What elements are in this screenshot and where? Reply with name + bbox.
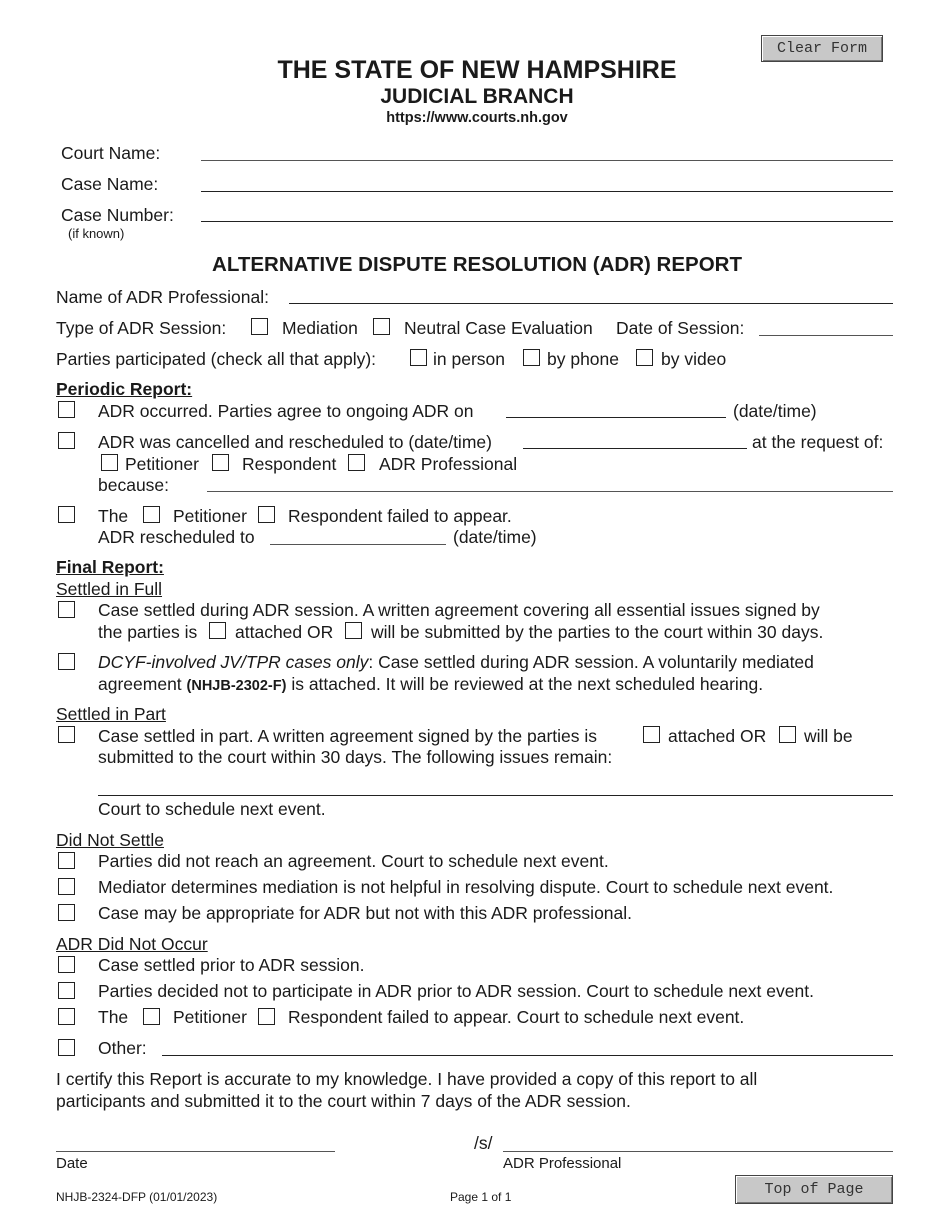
dno3-the: The [98,1007,129,1027]
part-next-event: Court to schedule next event. [98,799,326,819]
dcyf-rest: : Case settled during ADR session. A voluntarily mediated [368,652,814,672]
settled-full-checkbox[interactable] [58,601,75,618]
report-title: ALTERNATIVE DISPUTE RESOLUTION (ADR) REPORT [212,253,742,276]
date-field[interactable] [56,1151,335,1152]
state-heading: THE STATE OF NEW HAMPSHIRE [277,56,677,84]
settled-full-text-2a: the parties is [98,622,198,642]
session-type-label: Type of ADR Session: [56,318,227,338]
because-label: because: [98,475,170,495]
if-known-note: (if known) [68,226,125,241]
failed-appear-the: The [98,506,129,526]
adr-rescheduled-label: ADR rescheduled to [98,527,255,547]
case-name-label: Case Name: [61,174,159,194]
request-respondent-label: Respondent [242,454,337,474]
other-checkbox[interactable] [58,1039,75,1056]
full-attached-checkbox[interactable] [209,622,226,639]
ongoing-adr-text: ADR occurred. Parties agree to ongoing ADR on [98,401,474,421]
mediation-checkbox[interactable] [251,318,268,335]
court-url: https://www.courts.nh.gov [386,110,568,126]
adr-professional-field[interactable] [289,303,893,304]
court-name-field[interactable] [201,160,893,161]
failed-petitioner-checkbox[interactable] [143,506,160,523]
session-date-label: Date of Session: [616,318,745,338]
by-video-label: by video [661,349,727,369]
part-will-be-label: will be [804,726,853,746]
in-person-checkbox[interactable] [410,349,427,366]
dno3-checkbox[interactable] [58,1008,75,1025]
part-attached-label: attached OR [668,726,767,746]
dns3-checkbox[interactable] [58,904,75,921]
signature-s: /s/ [474,1133,493,1153]
at-request-label: at the request of: [752,432,884,452]
form-id: NHJB-2324-DFP (01/01/2023) [56,1190,218,1204]
failed-petitioner-label: Petitioner [173,506,247,526]
settled-full-text-1: Case settled during ADR session. A written agreement covering all essential issues signed by [98,600,820,620]
because-field[interactable] [207,491,893,492]
other-field[interactable] [162,1055,893,1056]
clear-form-button[interactable]: Clear Form [761,35,883,62]
dcyf-agreement: agreement [98,674,187,694]
dno3-petitioner-label: Petitioner [173,1007,247,1027]
date-label: Date [56,1155,88,1172]
failed-appear-checkbox[interactable] [58,506,75,523]
rescheduled-date-field[interactable] [523,448,747,449]
case-name-field[interactable] [201,191,893,192]
failed-respondent-checkbox[interactable] [258,506,275,523]
court-name-label: Court Name: [61,143,161,163]
part-attached-checkbox[interactable] [643,726,660,743]
dcyf-italic: DCYF-involved JV/TPR cases only [98,652,369,672]
ongoing-date-field[interactable] [506,417,726,418]
case-number-field[interactable] [201,221,893,222]
dno3-petitioner-checkbox[interactable] [143,1008,160,1025]
by-video-checkbox[interactable] [636,349,653,366]
adr-professional-signature-label: ADR Professional [503,1155,622,1172]
settled-part-text-1: Case settled in part. A written agreement signed by the parties is [98,726,598,746]
cancelled-text: ADR was cancelled and rescheduled to (date/time) [98,432,492,452]
did-not-occur-heading: ADR Did Not Occur [56,934,208,954]
dno3-respondent-text: Respondent failed to appear. Court to schedule next event. [288,1007,745,1027]
mediation-label: Mediation [282,318,358,338]
dcyf-form-number: (NHJB-2302-F) [186,678,287,694]
dns2-text: Mediator determines mediation is not helpful in resolving dispute. Court to schedule next event. [98,877,834,897]
settled-part-heading: Settled in Part [56,704,166,724]
request-petitioner-checkbox[interactable] [101,454,118,471]
request-adr-professional-checkbox[interactable] [348,454,365,471]
full-will-submit-text: will be submitted by the parties to the court within 30 days. [371,622,824,642]
certify-line-1: I certify this Report is accurate to my knowledge. I have provided a copy of this report to all [56,1069,758,1089]
adr-rescheduled-field[interactable] [270,544,446,545]
periodic-report-heading: Periodic Report: [56,379,193,399]
certify-line-2: participants and submitted it to the court within 7 days of the ADR session. [56,1091,631,1111]
ongoing-adr-checkbox[interactable] [58,401,75,418]
part-will-be-checkbox[interactable] [779,726,796,743]
request-respondent-checkbox[interactable] [212,454,229,471]
by-phone-checkbox[interactable] [523,349,540,366]
settled-part-checkbox[interactable] [58,726,75,743]
adr-professional-signature-field[interactable] [503,1151,893,1152]
neutral-evaluation-checkbox[interactable] [373,318,390,335]
full-will-submit-checkbox[interactable] [345,622,362,639]
other-label: Other: [98,1038,147,1058]
did-not-settle-heading: Did Not Settle [56,830,164,850]
settled-full-heading: Settled in Full [56,579,163,599]
dno1-checkbox[interactable] [58,956,75,973]
request-adr-professional-label: ADR Professional [379,454,518,474]
dcyf-text-1 [98,652,814,672]
final-report-heading: Final Report: [56,557,164,577]
session-date-field[interactable] [759,335,893,336]
adr-rescheduled-datetime-note: (date/time) [453,527,537,547]
top-of-page-button[interactable]: Top of Page [735,1175,893,1204]
settled-part-text-2: submitted to the court within 30 days. The following issues remain: [98,747,613,767]
adr-professional-label: Name of ADR Professional: [56,287,270,307]
dcyf-text-2 [98,674,763,696]
ongoing-datetime-note: (date/time) [733,401,817,421]
dcyf-checkbox[interactable] [58,653,75,670]
dno3-respondent-checkbox[interactable] [258,1008,275,1025]
dno1-text: Case settled prior to ADR session. [98,955,365,975]
dns3-text: Case may be appropriate for ADR but not with this ADR professional. [98,903,633,923]
dns2-checkbox[interactable] [58,878,75,895]
in-person-label: in person [433,349,505,369]
dno2-text: Parties decided not to participate in ADR prior to ADR session. Court to schedule next event. [98,981,814,1001]
dcyf-reviewed: is attached. It will be reviewed at the next scheduled hearing. [286,674,764,694]
branch-heading: JUDICIAL BRANCH [380,85,574,108]
failed-respondent-text: Respondent failed to appear. [288,506,512,526]
remaining-issues-field[interactable] [98,795,893,796]
case-number-label: Case Number: [61,205,174,225]
dns1-text: Parties did not reach an agreement. Court to schedule next event. [98,851,609,871]
neutral-evaluation-label: Neutral Case Evaluation [404,318,593,338]
parties-participated-label: Parties participated (check all that apply): [56,349,377,369]
dns1-checkbox[interactable] [58,852,75,869]
request-petitioner-label: Petitioner [125,454,199,474]
by-phone-label: by phone [547,349,620,369]
full-attached-label: attached OR [235,622,334,642]
page-number: Page 1 of 1 [450,1190,512,1204]
cancelled-checkbox[interactable] [58,432,75,449]
dno2-checkbox[interactable] [58,982,75,999]
